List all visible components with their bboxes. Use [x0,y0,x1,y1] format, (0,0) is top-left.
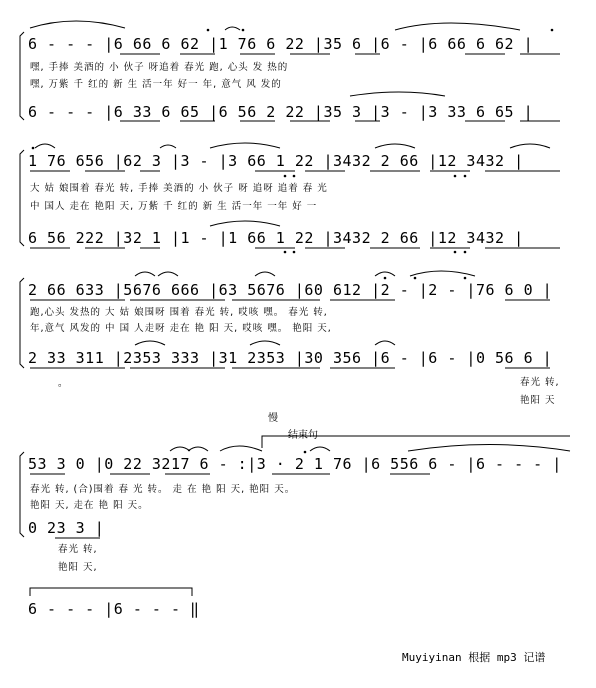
coda-bracket [262,436,570,448]
final-notes: 6 - - - |6 - - - ‖ [28,600,200,618]
system3-bracket [20,278,24,368]
system4-lyric-verse1: 春光 转, (合)围着 春 光 转。 走 在 艳 阳 天, 艳阳 天。 [30,484,296,495]
system3-upper-notes: 2 66 633 |5676 666 |63 5676 |60 612 |2 - |2 - |76 6 0 | [28,281,553,299]
system3-lower-notes: 2 33 311 |2353 333 |31 2353 |30 356 |6 - |6 - |0 56 6 | [28,349,553,367]
system2-lyric-verse2: 中 国人 走在 艳阳 天, 万紫 千 红的 新 生 活一年 一年 好 一 [30,201,318,212]
system1-upper-notes: 6 - - - |6 66 6 62 |1 76 6 22 |35 6 |6 - |6 66 6 62 | [28,35,534,53]
coda-label: 结束句 [288,430,318,441]
system2-bracket [20,150,24,246]
system3-lyric-verse2: 年,意气 风发的 中 国 人走呀 走在 艳 阳 天, 哎咳 嘿。 艳阳 天, [30,323,332,334]
system2-upper-notes: 1 76 656 |62 3 |3 - |3 66 1 22 |3432 2 66 |12 3432 | [28,152,524,170]
system4-upper-notes: 53 3 0 |0 22 3217 6 - :|3 · 2 1 76 |6 556 6 - |6 - - - | [28,455,562,473]
system1-lyric-verse1: 嘿, 手捧 美酒的 小 伙子 呀追着 春光 跑, 心头 发 热的 [30,62,289,73]
system1-lyric-verse2: 嘿, 万紫 千 红的 新 生 活一年 好一 年, 意气 风 发的 [30,79,282,90]
system4-bracket [20,452,24,537]
transcription-credit: Muyiyinan 根据 mp3 记谱 [402,651,546,664]
system2-lyric-verse1: 大 姑 娘围着 春光 转, 手捧 美酒的 小 伙子 呀 追呀 追着 春 光 [30,183,328,194]
system1-bracket [20,32,24,120]
tempo-marking: 慢 [268,413,278,424]
system2-lower-notes: 6 56 222 |32 1 |1 - |1 66 1 22 |3432 2 66 |12 3432 | [28,229,524,247]
final-bracket [30,588,192,596]
system3-lyric-verse1: 跑,心头 发热的 大 姑 娘围呀 围着 春光 转, 哎咳 嘿。 春光 转, [30,307,328,318]
system4-lower-lyric-verse1: 春光 转, [58,544,98,555]
system3-lower-lyric-verse1: 春光 转, [520,377,560,388]
system3-lower-dot: 。 [58,378,69,389]
system4-lower-notes: 0 23 3 | [28,519,105,537]
system3-lower-lyric-verse2: 艳阳 天 [520,395,556,406]
system4-lower-lyric-verse2: 艳阳 天, [58,562,98,573]
system1-lower-notes: 6 - - - |6 33 6 65 |6 56 2 22 |35 3 |3 - |3 33 6 65 | [28,103,534,121]
system4-lyric-verse2: 艳阳 天, 走在 艳 阳 天。 [30,500,149,511]
